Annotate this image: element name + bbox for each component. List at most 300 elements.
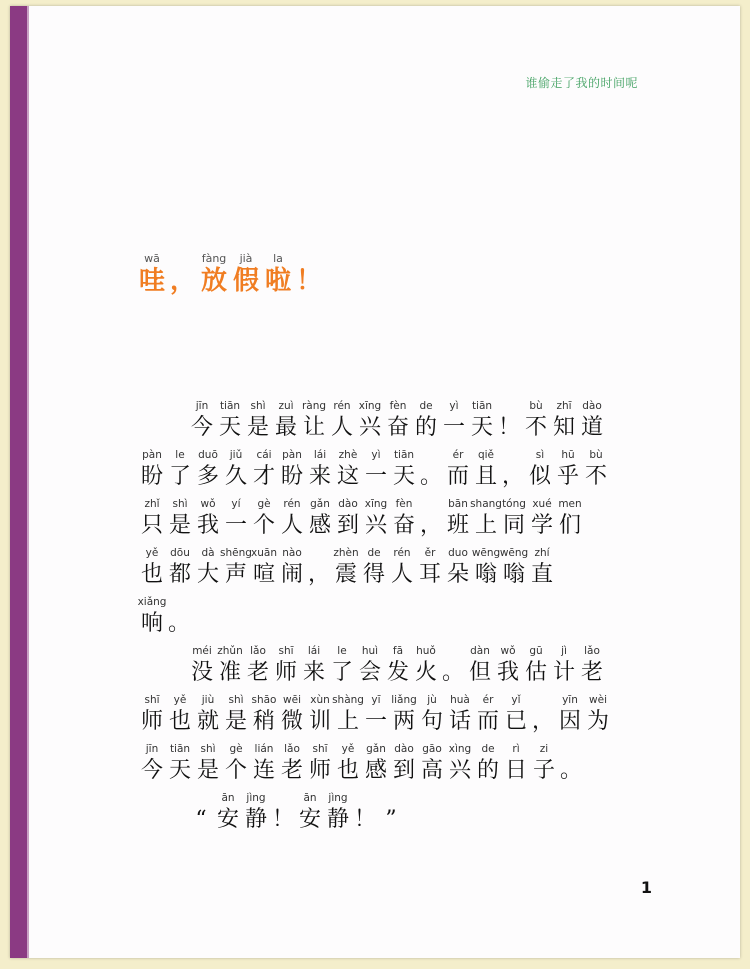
hanzi: 最 [274, 415, 297, 440]
pinyin: de [367, 547, 381, 559]
hanzi: 不 [524, 415, 547, 440]
hanzi: 大 [196, 562, 219, 587]
pinyin: fèn [389, 400, 407, 412]
char-unit [384, 643, 412, 692]
pinyin: jīn [195, 400, 209, 412]
hanzi: 也 [336, 758, 359, 783]
pinyin: xùn [310, 694, 330, 706]
char-unit [306, 496, 334, 545]
pinyin: xīng [358, 400, 382, 412]
title-hanzi: 啦 [264, 266, 291, 296]
char-unit [306, 741, 334, 790]
hanzi: 师 [140, 709, 163, 734]
hanzi: 才 [252, 464, 275, 489]
pinyin: dàn [470, 645, 490, 657]
hanzi: 久 [224, 464, 247, 489]
pinyin: huǒ [416, 645, 436, 657]
text-line [138, 496, 638, 545]
pinyin: le [175, 449, 185, 461]
char-unit [418, 692, 446, 741]
hanzi: 盼 [140, 464, 163, 489]
hanzi: 这 [336, 464, 359, 489]
hanzi: 人 [280, 513, 303, 538]
hanzi: 计 [552, 660, 575, 685]
hanzi: 稍 [252, 709, 275, 734]
char-unit [418, 741, 446, 790]
char-unit [500, 545, 528, 594]
hanzi: 天 [218, 415, 241, 440]
char-unit [300, 398, 328, 447]
pinyin: yě [173, 694, 187, 706]
char-unit [522, 643, 550, 692]
pinyin: wēi [283, 694, 301, 706]
pinyin: shī [144, 694, 160, 706]
chapter-title [136, 252, 324, 296]
hanzi: 们 [558, 513, 581, 538]
hanzi: 了 [168, 464, 191, 489]
pinyin: jìng [246, 792, 266, 804]
pinyin: bù [529, 400, 543, 412]
hanzi: 也 [168, 709, 191, 734]
title-char [230, 252, 262, 296]
pinyin: zhǐ [144, 498, 160, 510]
title-char [262, 252, 294, 296]
hanzi: 震 [334, 562, 357, 587]
char-unit [390, 741, 418, 790]
char-unit [526, 447, 554, 496]
char-unit [352, 790, 378, 839]
char-unit [558, 741, 584, 790]
hanzi: 天 [168, 758, 191, 783]
char-unit [550, 398, 578, 447]
hanzi: 但 [468, 660, 491, 685]
hanzi: 同 [502, 513, 525, 538]
hanzi: 训 [308, 709, 331, 734]
pinyin: rén [393, 547, 411, 559]
hanzi: 两 [392, 709, 415, 734]
chapter-title-chars [136, 252, 324, 296]
pinyin: yí [231, 498, 241, 510]
char-unit [222, 692, 250, 741]
pinyin: xìng [448, 743, 472, 755]
char-unit [390, 496, 418, 545]
pinyin: shàng [332, 694, 364, 706]
pinyin: lǎo [284, 743, 300, 755]
char-unit [444, 545, 472, 594]
hanzi: 兴 [448, 758, 471, 783]
text-line [138, 594, 638, 643]
hanzi: 我 [496, 660, 519, 685]
hanzi: 准 [218, 660, 241, 685]
hanzi: 已 [504, 709, 527, 734]
char-unit [272, 643, 300, 692]
pinyin: fèn [395, 498, 413, 510]
hanzi: 子 [532, 758, 555, 783]
book-page [10, 6, 740, 958]
hanzi: 是 [224, 709, 247, 734]
hanzi: 是 [246, 415, 269, 440]
hanzi: 上 [336, 709, 359, 734]
pinyin: wēng [499, 547, 529, 559]
char-unit [278, 741, 306, 790]
pinyin: méi [192, 645, 212, 657]
text-line [138, 545, 638, 594]
hanzi: 声 [224, 562, 247, 587]
char-unit [418, 496, 444, 545]
book-spine [10, 6, 27, 958]
char-unit [328, 643, 356, 692]
char-unit [530, 692, 556, 741]
char-unit [166, 692, 194, 741]
pinyin: shang [470, 498, 502, 510]
pinyin: yì [449, 400, 459, 412]
hanzi: 高 [420, 758, 443, 783]
pinyin: duō [198, 449, 218, 461]
char-unit [278, 545, 306, 594]
hanzi: 都 [168, 562, 191, 587]
pinyin: bù [589, 449, 603, 461]
char-unit [554, 447, 582, 496]
title-char [294, 252, 324, 296]
char-unit [250, 692, 278, 741]
hanzi: 奋 [392, 513, 415, 538]
pinyin: wǒ [200, 498, 216, 510]
pinyin: tiān [471, 400, 493, 412]
char-unit [530, 741, 558, 790]
hanzi: 也 [140, 562, 163, 587]
hanzi: 静 [326, 807, 349, 832]
hanzi: 来 [302, 660, 325, 685]
char-unit [272, 398, 300, 447]
pinyin: fā [392, 645, 404, 657]
hanzi: ， [419, 513, 442, 538]
hanzi: 直 [530, 562, 553, 587]
char-unit [194, 496, 222, 545]
char-unit [444, 447, 472, 496]
char-unit [362, 447, 390, 496]
pinyin: gè [257, 498, 271, 510]
char-unit [384, 398, 412, 447]
char-unit [188, 790, 214, 839]
char-unit [166, 741, 194, 790]
pinyin: huà [450, 694, 470, 706]
hanzi: ！ [271, 807, 294, 832]
hanzi: 发 [386, 660, 409, 685]
hanzi: 了 [330, 660, 353, 685]
pinyin: jù [427, 694, 437, 706]
char-unit [138, 545, 166, 594]
char-unit [440, 643, 466, 692]
hanzi: 的 [414, 415, 437, 440]
hanzi: 今 [190, 415, 213, 440]
char-unit [194, 447, 222, 496]
hanzi: 安 [216, 807, 239, 832]
pinyin: cái [256, 449, 272, 461]
char-unit [362, 741, 390, 790]
pinyin: jīn [145, 743, 159, 755]
pinyin: zhǔn [217, 645, 243, 657]
hanzi: 嗡 [474, 562, 497, 587]
char-unit [250, 545, 278, 594]
char-unit [500, 496, 528, 545]
pinyin: gǎn [366, 743, 386, 755]
pinyin: yì [371, 449, 381, 461]
hanzi: 话 [448, 709, 471, 734]
hanzi: 到 [336, 513, 359, 538]
body-text [138, 398, 638, 839]
char-unit [250, 496, 278, 545]
hanzi: 天 [470, 415, 493, 440]
hanzi: 微 [280, 709, 303, 734]
char-unit [390, 692, 418, 741]
hanzi: 。 [559, 758, 582, 783]
hanzi: 奋 [386, 415, 409, 440]
pinyin: de [481, 743, 495, 755]
char-unit [362, 496, 390, 545]
char-unit [444, 496, 472, 545]
char-unit [362, 692, 390, 741]
char-unit [216, 398, 244, 447]
pinyin: lián [254, 743, 274, 755]
char-unit [412, 398, 440, 447]
hanzi: 今 [140, 758, 163, 783]
pinyin: huì [361, 645, 379, 657]
pinyin: sì [535, 449, 545, 461]
pinyin: jì [561, 645, 567, 657]
hanzi: 会 [358, 660, 381, 685]
char-unit [166, 594, 192, 643]
pinyin: zuì [278, 400, 294, 412]
title-pinyin: jià [239, 252, 253, 265]
pinyin: zhèn [333, 547, 359, 559]
char-unit [332, 545, 360, 594]
char-unit [188, 398, 216, 447]
hanzi: 一 [224, 513, 247, 538]
hanzi: ” [385, 807, 397, 832]
text-line [138, 398, 638, 447]
char-unit [412, 643, 440, 692]
pinyin: ěr [424, 547, 436, 559]
char-unit [522, 398, 550, 447]
hanzi: 是 [168, 513, 191, 538]
char-unit [194, 545, 222, 594]
char-unit [138, 594, 166, 643]
char-unit [502, 692, 530, 741]
char-unit [416, 545, 444, 594]
text-line [138, 692, 638, 741]
char-unit [222, 496, 250, 545]
hanzi: 似 [528, 464, 551, 489]
hanzi: 师 [308, 758, 331, 783]
char-unit [472, 447, 500, 496]
char-unit [334, 692, 362, 741]
hanzi: 安 [298, 807, 321, 832]
hanzi: 盼 [280, 464, 303, 489]
pinyin: shī [312, 743, 328, 755]
char-unit [556, 496, 584, 545]
hanzi: 就 [196, 709, 219, 734]
pinyin: tiān [219, 400, 241, 412]
pinyin: liǎng [391, 694, 417, 706]
char-unit [328, 398, 356, 447]
hanzi: 一 [442, 415, 465, 440]
title-char [136, 252, 168, 296]
char-unit [324, 790, 352, 839]
pinyin: wēng [471, 547, 501, 559]
hanzi: 班 [446, 513, 469, 538]
char-unit [528, 496, 556, 545]
char-unit [222, 447, 250, 496]
char-unit [474, 692, 502, 741]
hanzi: 闹 [280, 562, 303, 587]
hanzi: 没 [190, 660, 213, 685]
text-line [138, 643, 638, 692]
hanzi: 。 [419, 464, 442, 489]
hanzi: 老 [280, 758, 303, 783]
pinyin: zi [539, 743, 549, 755]
hanzi: 上 [474, 513, 497, 538]
char-unit [244, 643, 272, 692]
hanzi: 师 [274, 660, 297, 685]
char-unit [378, 790, 404, 839]
pinyin: shì [172, 498, 188, 510]
char-unit [440, 398, 468, 447]
hanzi: 学 [530, 513, 553, 538]
char-unit [222, 741, 250, 790]
hanzi: 朵 [446, 562, 469, 587]
pinyin: yǐ [511, 694, 521, 706]
pinyin: yě [145, 547, 159, 559]
hanzi: 只 [140, 513, 163, 538]
char-unit [556, 692, 584, 741]
char-unit [222, 545, 250, 594]
hanzi: 估 [524, 660, 547, 685]
pinyin: ér [482, 694, 494, 706]
pinyin: qiě [477, 449, 495, 461]
char-unit [334, 496, 362, 545]
text-line [138, 741, 638, 790]
char-unit [250, 447, 278, 496]
pinyin: ān [221, 792, 235, 804]
text-line [138, 790, 638, 839]
title-char [168, 252, 198, 296]
hanzi: 感 [308, 513, 331, 538]
hanzi: 响 [140, 611, 163, 636]
char-unit [474, 741, 502, 790]
hanzi: 耳 [418, 562, 441, 587]
pinyin: ér [452, 449, 464, 461]
pinyin: gū [529, 645, 543, 657]
char-unit [296, 790, 324, 839]
pinyin: zhī [556, 400, 572, 412]
char-unit [578, 643, 606, 692]
char-unit [300, 643, 328, 692]
pinyin: gǎn [310, 498, 330, 510]
char-unit [244, 398, 272, 447]
char-unit [194, 692, 222, 741]
pinyin: xuān [251, 547, 277, 559]
pinyin: dào [338, 498, 358, 510]
hanzi: 兴 [358, 415, 381, 440]
hanzi: 日 [504, 758, 527, 783]
pinyin: tiān [393, 449, 415, 461]
hanzi: 多 [196, 464, 219, 489]
title-hanzi: ！ [295, 266, 322, 296]
hanzi: 嗡 [502, 562, 525, 587]
pinyin: zhè [338, 449, 358, 461]
hanzi: 人 [390, 562, 413, 587]
char-unit [356, 643, 384, 692]
hanzi: 喧 [252, 562, 275, 587]
char-unit [166, 496, 194, 545]
hanzi: 因 [558, 709, 581, 734]
pinyin: shì [250, 400, 266, 412]
pinyin: ràng [301, 400, 327, 412]
char-unit [242, 790, 270, 839]
hanzi: 静 [244, 807, 267, 832]
char-unit [578, 398, 606, 447]
hanzi: 为 [586, 709, 609, 734]
pinyin: de [419, 400, 433, 412]
char-unit [582, 447, 610, 496]
pinyin: yīn [562, 694, 578, 706]
hanzi: 是 [196, 758, 219, 783]
char-unit [270, 790, 296, 839]
pinyin: gè [229, 743, 243, 755]
char-unit [468, 398, 496, 447]
pinyin: jìng [328, 792, 348, 804]
title-hanzi: 放 [200, 266, 227, 296]
char-unit [502, 741, 530, 790]
pinyin: tiān [169, 743, 191, 755]
title-pinyin: wā [144, 252, 160, 265]
char-unit [446, 692, 474, 741]
hanzi: 个 [224, 758, 247, 783]
pinyin: lái [307, 645, 321, 657]
char-unit [360, 545, 388, 594]
pinyin: wèi [589, 694, 607, 706]
hanzi: 兴 [364, 513, 387, 538]
char-unit [356, 398, 384, 447]
pinyin: pàn [142, 449, 162, 461]
hanzi: 连 [252, 758, 275, 783]
pinyin: hū [561, 449, 575, 461]
hanzi: 。 [167, 611, 190, 636]
title-pinyin: fàng [201, 252, 227, 265]
hanzi: “ [195, 807, 207, 832]
char-unit [334, 447, 362, 496]
pinyin: shì [228, 694, 244, 706]
hanzi: ， [307, 562, 330, 587]
char-unit [188, 643, 216, 692]
char-unit [278, 496, 306, 545]
pinyin: rén [333, 400, 351, 412]
char-unit [418, 447, 444, 496]
char-unit [194, 741, 222, 790]
pinyin: dà [201, 547, 215, 559]
char-unit [500, 447, 526, 496]
pinyin: zhí [534, 547, 550, 559]
pinyin: gāo [422, 743, 442, 755]
pinyin: tóng [502, 498, 526, 510]
pinyin: xué [532, 498, 552, 510]
hanzi: 而 [476, 709, 499, 734]
char-unit [306, 447, 334, 496]
hanzi: 。 [441, 660, 464, 685]
char-unit [250, 741, 278, 790]
pinyin: xiǎng [137, 596, 167, 608]
char-unit [584, 692, 612, 741]
